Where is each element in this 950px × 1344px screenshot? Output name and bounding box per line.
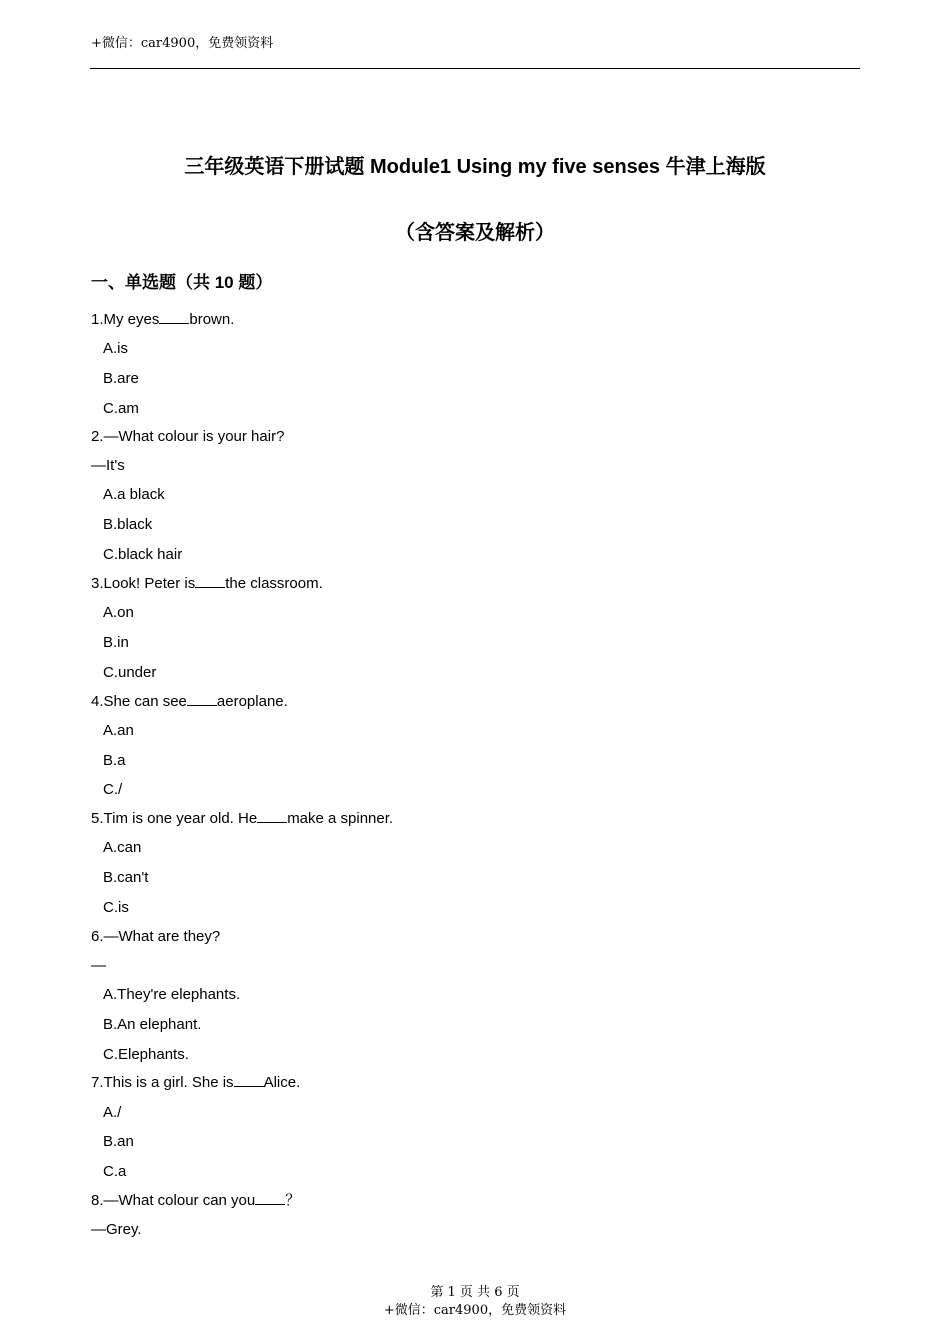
question-response: —It's — [91, 457, 125, 474]
question-stem: 5.Tim is one year old. He make a spinner. — [91, 810, 394, 827]
question-option: A.an — [103, 722, 134, 739]
question-stem: 6.—What are they? — [91, 928, 221, 945]
question-option: B.can't — [103, 869, 149, 886]
section-heading: 一、单选题（共 10 题） — [91, 273, 273, 292]
answer-blank — [195, 575, 225, 588]
question-option: B.are — [103, 370, 139, 387]
question-option: C.under — [103, 664, 157, 681]
question-response: — — [91, 957, 106, 974]
question-option: A.is — [103, 340, 129, 357]
question-stem: 2.—What colour is your hair? — [91, 428, 285, 445]
question-response: —Grey. — [91, 1221, 142, 1238]
question-option: C.Elephants. — [103, 1046, 189, 1063]
question-option: B.An elephant. — [103, 1016, 202, 1033]
question-option: B.black — [103, 516, 153, 533]
document-title: 三年级英语下册试题 Module1 Using my five senses 牛津上海版 — [184, 156, 766, 178]
question-option: C.a — [103, 1163, 127, 1180]
question-option: C.black hair — [103, 546, 183, 563]
question-option: A.can — [103, 839, 142, 856]
question-option: C.is — [103, 899, 129, 916]
question-stem: 7.This is a girl. She is Alice. — [91, 1074, 301, 1091]
question-stem: 3.Look! Peter is the classroom. — [91, 575, 323, 592]
question-option: A.a black — [103, 486, 165, 503]
question-option: A.They're elephants. — [103, 986, 241, 1003]
answer-blank — [159, 311, 189, 324]
footer-note: +微信：car4900，免费领资料 — [383, 1303, 567, 1318]
question-stem: 4.She can see aeroplane. — [91, 693, 288, 710]
header-note: +微信：car4900，免费领资料 — [91, 36, 274, 51]
header-divider — [90, 68, 860, 69]
question-stem: 1.My eyes brown. — [91, 311, 235, 328]
answer-blank — [255, 1192, 285, 1205]
question-option: C.am — [103, 400, 139, 417]
question-option: B.an — [103, 1133, 134, 1150]
question-option: A.on — [103, 604, 134, 621]
document-subtitle: （含答案及解析） — [395, 222, 555, 244]
answer-blank — [187, 693, 217, 706]
answer-blank — [257, 810, 287, 823]
question-option: B.in — [103, 634, 129, 651]
answer-blank — [234, 1074, 264, 1087]
question-option: B.a — [103, 752, 126, 769]
question-stem: 8.—What colour can you ？ — [91, 1192, 301, 1209]
question-option: A./ — [103, 1104, 122, 1121]
page-number: 第 1 页 共 6 页 — [430, 1285, 520, 1300]
question-option: C./ — [103, 781, 123, 798]
